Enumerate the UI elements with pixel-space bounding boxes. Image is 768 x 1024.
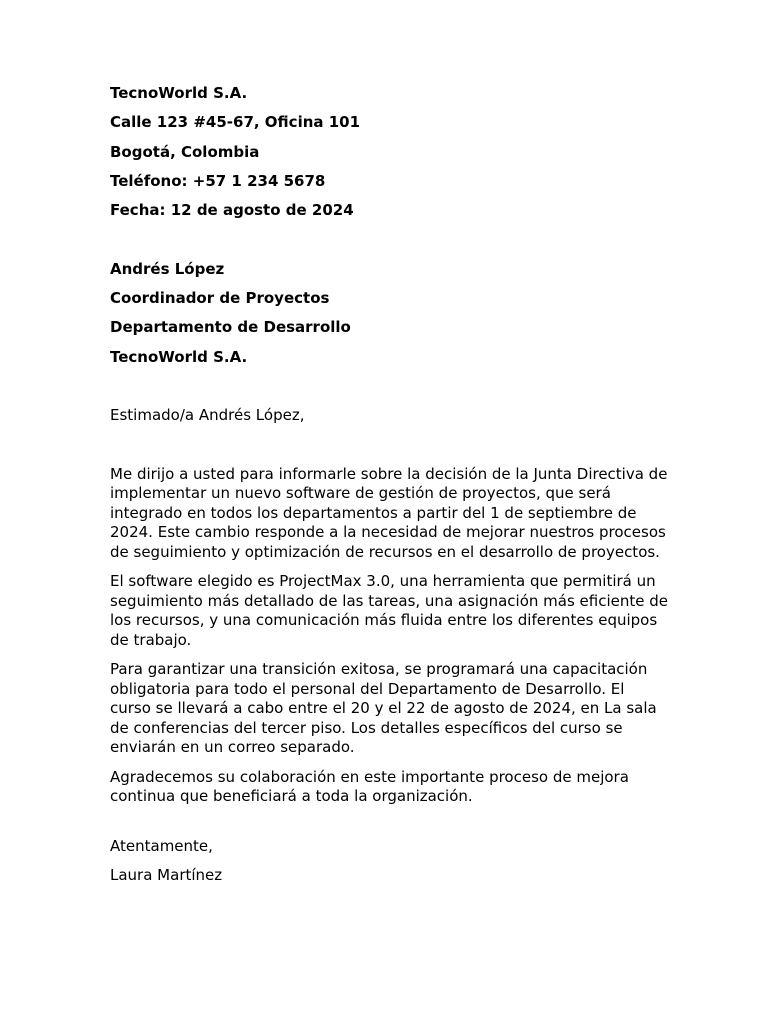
sender-address: Calle 123 #45-67, Oficina 101 bbox=[110, 113, 361, 132]
spacer bbox=[110, 230, 670, 259]
sender-phone: Teléfono: +57 1 234 5678 bbox=[110, 171, 326, 190]
spacer bbox=[110, 436, 670, 465]
sender-block bbox=[110, 84, 670, 230]
recipient-department: Departamento de Desarrollo bbox=[110, 318, 351, 337]
letter-page bbox=[110, 84, 670, 895]
body-paragraph: Me dirijo a usted para informarle sobre la decisión de la Junta Directiva de implementar un nuevo software de gestión de proyectos, que será integrado en todos los departamentos a partir del 1 de septiembre de 2024. Este cambio responde a la necesidad de mejorar nuestros procesos de seguimiento y optimización de recursos en el desarrollo de proyectos. bbox=[110, 464, 668, 561]
letter-date: Fecha: 12 de agosto de 2024 bbox=[110, 201, 354, 220]
letter-body bbox=[110, 465, 670, 807]
recipient-name: Andrés López bbox=[110, 259, 225, 278]
signature-name: Laura Martínez bbox=[110, 866, 223, 885]
spacer bbox=[110, 377, 670, 406]
sender-company: TecnoWorld S.A. bbox=[110, 84, 248, 102]
recipient-title: Coordinador de Proyectos bbox=[110, 289, 330, 308]
body-paragraph: El software elegido es ProjectMax 3.0, una herramienta que permitirá un seguimiento más detallado de las tareas, una asignación más eficiente de los recursos, y una comunicación más fluida entre los diferentes equipos de trabajo. bbox=[110, 572, 669, 649]
salutation: Estimado/a Andrés López, bbox=[110, 406, 305, 425]
recipient-company: TecnoWorld S.A. bbox=[110, 347, 248, 366]
closing: Atentamente, bbox=[110, 836, 213, 855]
recipient-block bbox=[110, 260, 670, 377]
body-paragraph: Agradecemos su colaboración en este importante proceso de mejora continua que beneficiará a toda la organización. bbox=[110, 767, 629, 806]
spacer bbox=[110, 817, 670, 837]
sender-city: Bogotá, Colombia bbox=[110, 142, 260, 161]
body-paragraph: Para garantizar una transición exitosa, se programará una capacitación obligatoria para todo el personal del Departamento de Desarrollo. El curso se llevará a cabo entre el 20 y el 22 de agosto de 2024, en La sala de conferencias del tercer piso. Los detalles específicos del curso se enviarán en un correo separado. bbox=[110, 660, 657, 757]
